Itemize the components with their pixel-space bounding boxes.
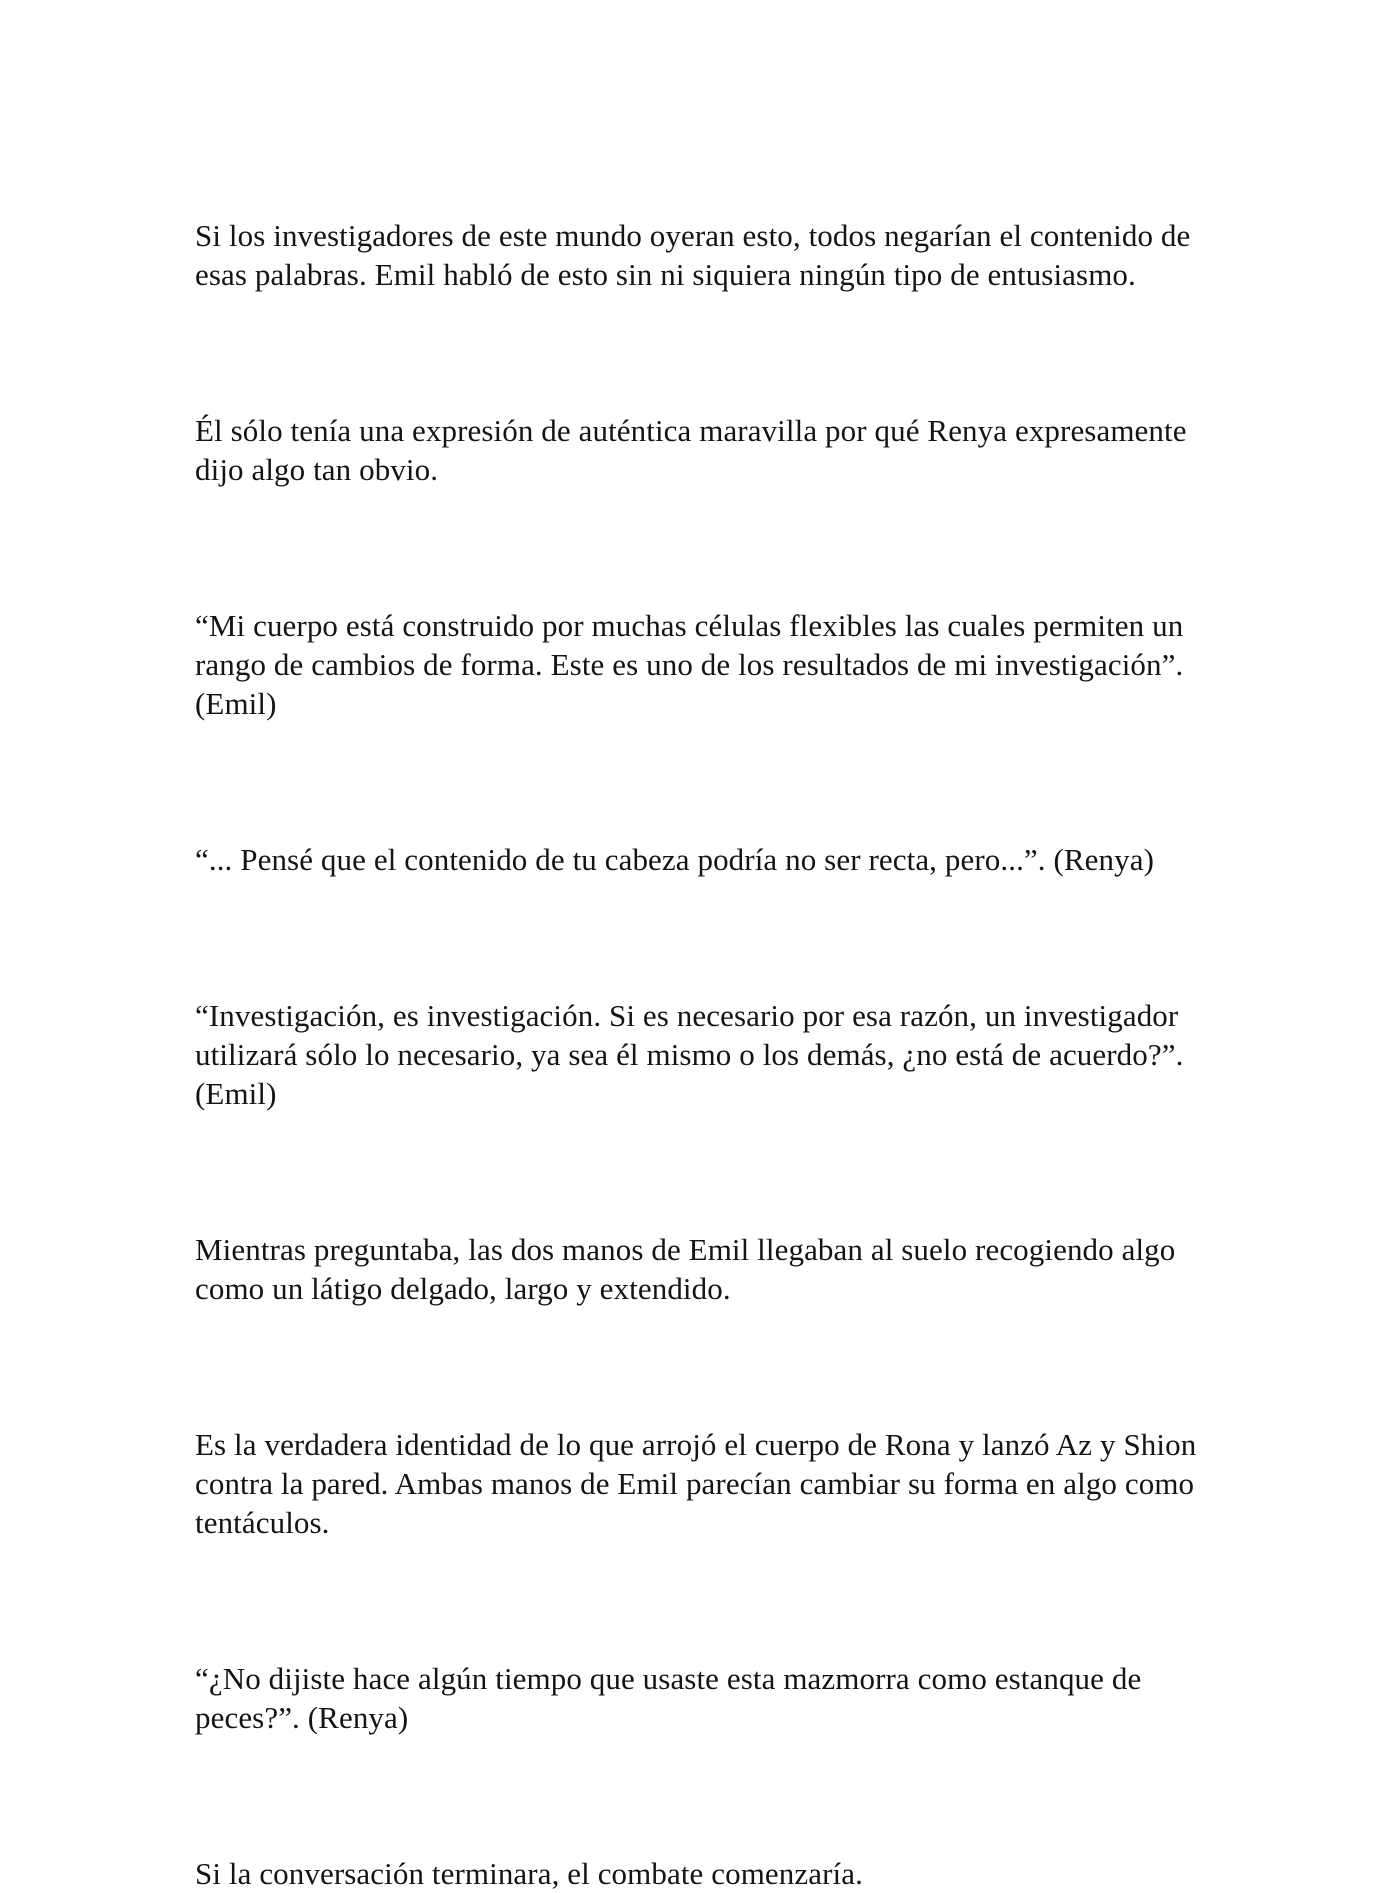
paragraph-8: “¿No dijiste hace algún tiempo que usaste esta mazmorra como estanque de peces?”. (Renya) [195, 1661, 1142, 1735]
document-body [195, 216, 1225, 1893]
paragraph-6: Mientras preguntaba, las dos manos de Emil llegaban al suelo recogiendo algo como un látigo delgado, largo y extendido. [195, 1232, 1176, 1306]
paragraph-7: Es la verdadera identidad de lo que arrojó el cuerpo de Rona y lanzó Az y Shion contra la pared. Ambas manos de Emil parecían cambiar su forma en algo como tentáculos. [195, 1427, 1197, 1540]
paragraph-2: Él sólo tenía una expresión de auténtica maravilla por qué Renya expresamente dijo algo tan obvio. [195, 413, 1187, 487]
paragraph-3: “Mi cuerpo está construido por muchas células flexibles las cuales permiten un rango de cambios de forma. Este es uno de los resultados de mi investigación”. (Emil) [195, 608, 1184, 721]
paragraph-9: Si la conversación terminara, el combate comenzaría. [195, 1856, 863, 1891]
paragraph-1: Si los investigadores de este mundo oyeran esto, todos negarían el contenido de esas palabras. Emil habló de esto sin ni siquiera ningún tipo de entusiasmo. [195, 218, 1191, 292]
paragraph-4: “... Pensé que el contenido de tu cabeza podría no ser recta, pero...”. (Renya) [195, 842, 1155, 877]
paragraph-5: “Investigación, es investigación. Si es necesario por esa razón, un investigador utilizará sólo lo necesario, ya sea él mismo o los demás, ¿no está de acuerdo?”. (Emil) [195, 998, 1184, 1111]
